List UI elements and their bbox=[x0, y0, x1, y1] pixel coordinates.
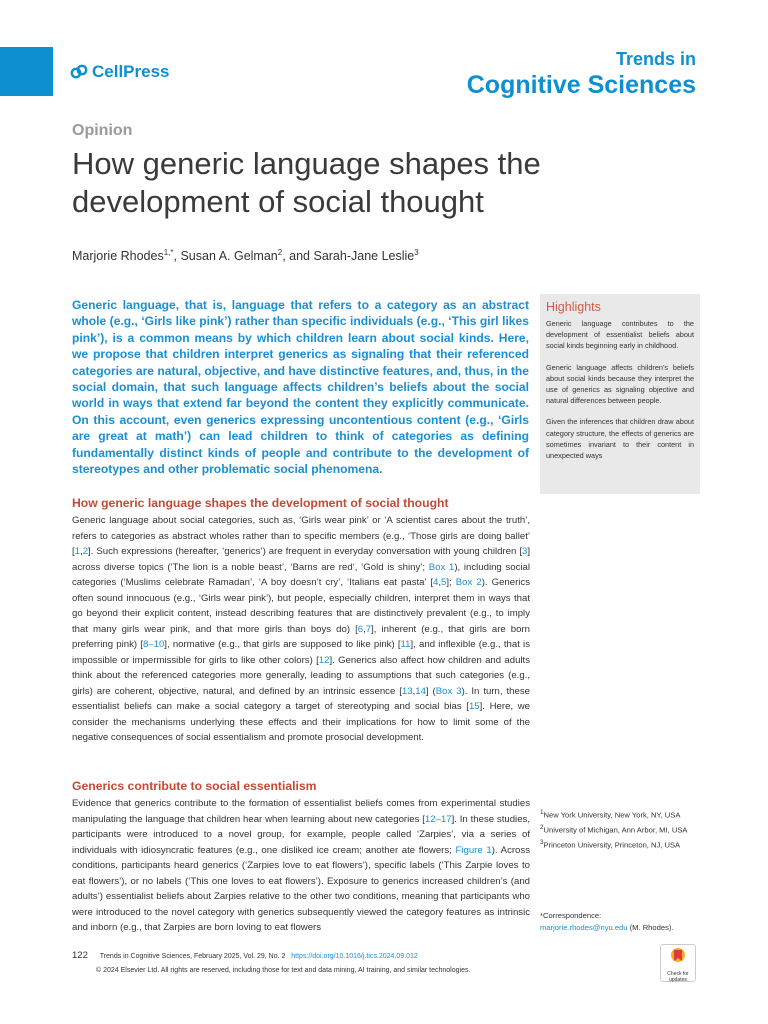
citation-link[interactable]: 1 bbox=[74, 546, 81, 557]
check-for-updates-badge[interactable] bbox=[660, 944, 696, 982]
affiliation: $^2$University of Michigan, Ann Arbor, MI, USA bbox=[540, 824, 688, 835]
cellpress-logo[interactable] bbox=[70, 62, 170, 82]
citation-link[interactable]: 11 bbox=[400, 639, 411, 650]
journal-title-line2: Cognitive Sciences bbox=[466, 71, 696, 99]
journal-title-line1: Trends in bbox=[615, 49, 696, 69]
citation-link[interactable]: 8–10 bbox=[142, 639, 165, 650]
correspondence-email[interactable]: marjorie.rhodes@nyu.edu bbox=[540, 922, 628, 932]
section-heading: How generic language shapes the development of social thought bbox=[72, 496, 449, 510]
page-footer bbox=[72, 950, 652, 974]
citation-link[interactable]: 12 bbox=[318, 654, 330, 666]
author-affiliation-mark: 1,* bbox=[163, 248, 174, 257]
box-link[interactable]: Box 3 bbox=[435, 685, 462, 697]
correspondence-name: (M. Rhodes). bbox=[629, 922, 674, 932]
citation-link[interactable]: 13 bbox=[401, 685, 413, 697]
copyright-notice: © 2024 Elsevier Ltd. All rights are reserved, including those for text and data mining, AI training, and similar technologies. bbox=[96, 967, 471, 974]
journal-citation: Trends in Cognitive Sciences, February 2025, Vol. 29, No. 2 bbox=[99, 953, 286, 960]
author-name[interactable]: Marjorie Rhodes bbox=[72, 249, 164, 264]
figure-link[interactable]: Figure 1 bbox=[455, 844, 492, 856]
section-heading: Generics contribute to social essentialism bbox=[72, 779, 317, 793]
citation-link[interactable]: 3 bbox=[521, 546, 528, 557]
highlight-item: Given the inferences that children draw about category structure, the effects of generics are sometimes invariant to their content in unexpected ways bbox=[546, 417, 694, 461]
affiliation: $^3$Princeton University, Princeton, NJ, USA bbox=[540, 839, 681, 850]
citation-link[interactable]: 7 bbox=[365, 623, 372, 635]
body-paragraph: Generic language about social categories, such as, ‘Girls wear pink’ or ‘A scientist cares about the truth’, refers to categories as abstract wholes rather than to specific members (e.g., ‘Those girls are doing ballet’ [1,2]. Such expressions (hereafter, ‘generics’) are frequent in everyday conversation with young children [3] across diverse topics (‘The lion is a noble beast’, ‘Barns are red’, ‘Gold is shiny’; Box 1), including social categories (‘Muslims celebrate Ramadan’, ‘A boy doesn’t cry’, ‘Italians eat pasta’ [4,5]; Box 2). Generics often sound innocuous (e.g., ‘Girls wear pink’), but people, especially children, interpret them in ways that go beyond their explicit content, instead describing features that are distinctively prevalent (e.g., to imply that many girls wear pink, and that more girls than boys do) [6,7], inherent (e.g., that girls are born preferring pink) [8–10], normative (e.g., that girls are supposed to like pink) [11], and inflexible (e.g., that is impossible or impermissible for girls to like other colors) [12]. Generics also affect how children and adults think about the referenced categories more generally, leading to assumptions that such categories (e.g., girls) are coherent, objective, natural, and defined by an intrinsic essence [13,14] (Box 3). In turn, these essentialist beliefs can make a social category a target of stereotyping and social bias [15]. Here, we consider the mechanisms underlying these effects and their implications for how to limit some of the negative consequences of social essentialism and promote prosocial development. bbox=[72, 515, 531, 743]
brand-color-tab bbox=[0, 47, 53, 96]
citation-link[interactable]: 2 bbox=[82, 546, 89, 557]
badge-label: Check for updates bbox=[667, 971, 689, 983]
box-link[interactable]: Box 1 bbox=[428, 561, 455, 573]
citation-link[interactable]: 14 bbox=[415, 685, 426, 697]
affiliations bbox=[540, 808, 700, 853]
citation-link[interactable]: 5 bbox=[441, 577, 447, 588]
publisher-name: CellPress bbox=[92, 62, 170, 81]
author-affiliation-mark: 3 bbox=[414, 248, 419, 257]
abstract: Generic language, that is, language that refers to a category as an abstract whole (e.g., ‘Girls like pink’) rather than specific individuals (e.g., ‘This girl likes pink’), is a common means by which children learn about social kinds. Here, we propose that children interpret generics as signaling that their referenced categories are natural, objective, and have distinctive features, and, thus, in the social domain, that such language affects children’s beliefs about the social world in ways that extend far beyond the content they explicitly communicate. On this account, even generics expressing uncontentious content (e.g., ‘Girls are great at math’) can lead children to think of categories as defining fundamentally distinct kinds of people and contribute to the development of stereotypes and other problematic social phenomena. bbox=[72, 298, 530, 477]
highlight-item: Generic language contributes to the development of essentialist beliefs about social kinds beginning early in childhood. bbox=[546, 319, 694, 351]
bookmark-icon bbox=[670, 947, 686, 965]
article-title: How generic language shapes the development of social thought bbox=[72, 146, 541, 219]
author-affiliation-mark: 2 bbox=[277, 248, 283, 257]
author-list: Marjorie Rhodes$^{1,*}$, Susan A. Gelman$^2$, and Sarah-Jane Leslie$^3$ bbox=[72, 248, 419, 264]
cellpress-logo-icon bbox=[70, 64, 88, 80]
correspondence-label: *Correspondence: bbox=[540, 911, 602, 920]
journal-title[interactable] bbox=[467, 48, 696, 100]
author-name[interactable]: Susan A. Gelman bbox=[180, 249, 278, 264]
correspondence bbox=[540, 910, 710, 933]
citation-link[interactable]: 4 bbox=[433, 577, 439, 588]
citation-link[interactable]: 6 bbox=[357, 623, 364, 635]
highlights-box bbox=[540, 294, 700, 494]
doi-link[interactable]: https://doi.org/10.1016/j.tics.2024.09.012 bbox=[291, 953, 418, 960]
citation-link[interactable]: 15 bbox=[468, 701, 480, 712]
author-name[interactable]: Sarah-Jane Leslie bbox=[313, 249, 415, 264]
citation-link[interactable]: 12–17 bbox=[424, 813, 452, 825]
highlight-item: Generic language affects children’s beliefs about social kinds because they interpret the use of generics as signaling objective and natural differences between people. bbox=[546, 362, 694, 406]
body-paragraph: Evidence that generics contribute to the formation of essentialist beliefs comes from experimental studies manipulating the language that children hear when learning about new categories [12–17]. In these studies, participants were introduced to a novel group, for example, people called ‘Zarpies’, via a series of individuals with idiosyncratic features (e.g., one disliked ice cream; another ate flowers; Figure 1). Across conditions, participants heard generics (‘Zarpies love to eat flowers’), specific labels (‘This Zarpie loves to eat flowers’), or no labels (‘This one loves to eat flowers’). Exposure to generics increased children’s (and adults’) essentialist beliefs about Zarpies relative to the other two conditions, meaning that participants who were introduced to the novel category with generics subsequently viewed the category features as intrinsic and inborn (e.g., that Zarpies are born loving to eat flowers bbox=[72, 798, 530, 933]
box-link[interactable]: Box 2 bbox=[455, 577, 482, 588]
affiliation: $^1$New York University, New York, NY, USA bbox=[540, 809, 681, 820]
highlights-title: Highlights bbox=[546, 300, 601, 314]
article-type: Opinion bbox=[72, 122, 133, 139]
page-number: 122 bbox=[72, 950, 88, 961]
